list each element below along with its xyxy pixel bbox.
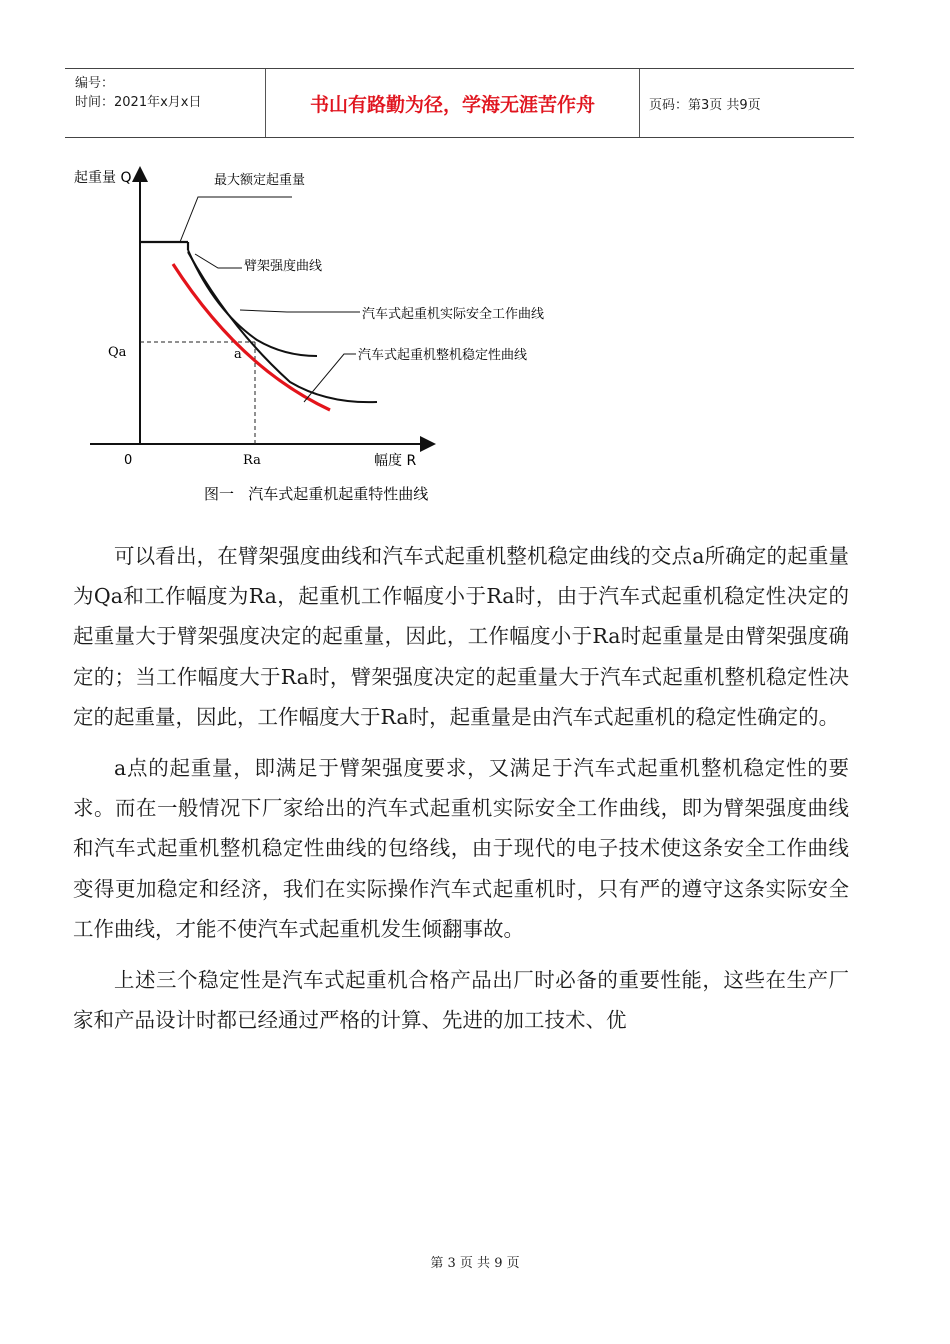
number-label: 编号： — [75, 76, 115, 91]
leader-max-rated — [180, 197, 292, 242]
leader-stability — [304, 354, 356, 402]
header-meta-cell — [65, 69, 266, 137]
leader-boom-strength — [195, 254, 242, 268]
y-axis-label: 起重量 Q — [74, 170, 132, 186]
paragraph-2: a点的起重量，即满足于臂架强度要求，又满足于汽车式起重机整机稳定性的要求。而在一般情况下厂家给出的汽车式起重机实际安全工作曲线，即为臂架强度曲线和汽车式起重机整机稳定性曲线的包络线，由于现代的电子技术使这条安全工作曲线变得更加稳定和经济，我们在实际操作汽车式起重机时，只有严的遵守这条实际安全工作曲线，才能不使汽车式起重机发生倾翻事故。 — [73, 756, 849, 941]
paragraph-3: 上述三个稳定性是汽车式起重机合格产品出厂时必备的重要性能，这些在生产厂家和产品设计时都已经通过严格的计算、先进的加工技术、优 — [73, 968, 849, 1033]
body-text — [73, 536, 849, 1051]
label-safe-work: 汽车式起重机实际安全工作曲线 — [362, 307, 545, 322]
qa-label: Qa — [108, 345, 127, 360]
label-boom-strength: 臂架强度曲线 — [244, 259, 323, 274]
crane-characteristic-figure — [72, 160, 545, 520]
page-footer: 第 3 页 共 9 页 — [430, 1256, 520, 1271]
leader-safe-work — [240, 310, 360, 312]
time-label: 时间：2021年x月x日 — [75, 95, 202, 110]
x-axis-label: 幅度 R — [374, 453, 417, 469]
motto: 书山有路勤为径，学海无涯苦作舟 — [266, 69, 640, 137]
page-label: 页码：第3页 共9页 — [649, 97, 761, 113]
figure-caption: 图一 汽车式起重机起重特性曲线 — [204, 485, 429, 503]
paragraph-1: 可以看出，在臂架强度曲线和汽车式起重机整机稳定曲线的交点a所确定的起重量为Qa和工作幅度为Ra，起重机工作幅度小于Ra时，由于汽车式起重机稳定性决定的起重量大于臂架强度决定的起重量，因此，工作幅度小于Ra时起重量是由臂架强度确定的；当工作幅度大于Ra时，臂架强度决定的起重量大于汽车式起重机整机稳定性决定的起重量，因此，工作幅度大于Ra时，起重量是由汽车式起重机的稳定性确定的。 — [73, 544, 849, 729]
safe-work-curve — [188, 252, 377, 402]
label-stability: 汽车式起重机整机稳定性曲线 — [358, 348, 528, 363]
point-a-label: a — [234, 347, 242, 362]
origin-label: 0 — [124, 453, 133, 468]
ra-label: Ra — [243, 453, 261, 468]
header-table — [65, 68, 854, 138]
label-max-rated: 最大额定起重量 — [214, 173, 306, 188]
